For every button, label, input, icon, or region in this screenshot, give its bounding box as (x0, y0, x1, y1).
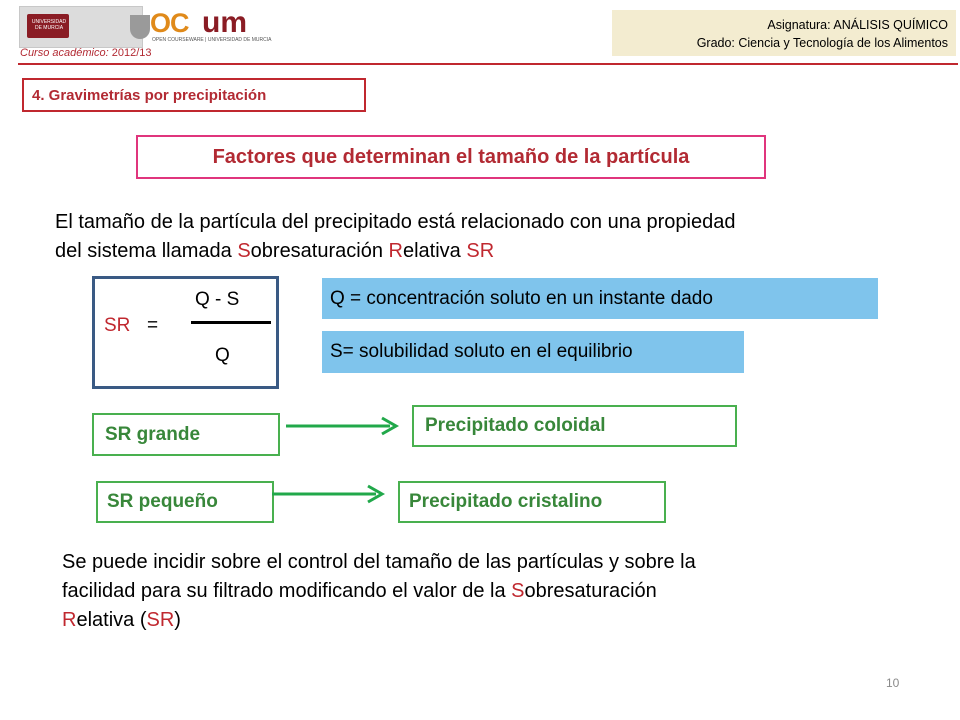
ocw-logo (150, 6, 272, 46)
intro-paragraph (55, 208, 735, 266)
degree-line: Grado: Ciencia y Tecnología de los Alimentos (696, 36, 948, 50)
subject-line: Asignatura: ANÁLISIS QUÍMICO (767, 18, 948, 32)
section-title: 4. Gravimetrías por precipitación (22, 78, 366, 112)
definition-q: Q = concentración soluto en un instante dado (322, 278, 878, 319)
university-crest (27, 14, 69, 38)
page-number: 10 (886, 676, 900, 690)
fraction-bar (191, 321, 271, 324)
formula-denominator: Q (215, 345, 230, 366)
header-divider (18, 63, 958, 65)
arrow-right-icon (284, 414, 406, 438)
course-label: Curso académico: (20, 47, 109, 59)
arrow-right-icon (270, 482, 392, 506)
slide-title: Factores que determinan el tamaño de la partícula (136, 135, 766, 179)
definition-s: S= solubilidad soluto en el equilibrio (322, 331, 744, 373)
course-year-value: 2012/13 (111, 47, 152, 59)
subject-info-box (612, 10, 956, 56)
intro-line-2: del sistema llamada Sobresaturación Relativa SR (55, 240, 495, 262)
course-year (20, 47, 151, 59)
shield-icon (130, 15, 150, 39)
formula-numerator: Q - S (195, 289, 240, 310)
intro-line-1: El tamaño de la partícula del precipitado está relacionado con una propiedad (55, 211, 736, 233)
university-logo (19, 6, 143, 48)
conclusion-paragraph (62, 548, 696, 635)
ocw-logo-subtext: OPEN COURSEWARE | UNIVERSIDAD DE MURCIA (152, 37, 272, 43)
precipitado-cristalino-box: Precipitado cristalino (398, 481, 666, 523)
conclusion-line-1: Se puede incidir sobre el control del tamaño de las partículas y sobre la (62, 551, 696, 573)
sr-grande-box: SR grande (92, 413, 280, 456)
formula-equals: = (147, 315, 159, 336)
formula-box (92, 276, 279, 389)
precipitado-coloidal-box: Precipitado coloidal (412, 405, 737, 447)
conclusion-line-3: Relativa (SR) (62, 609, 181, 631)
um-logo-letters: um (202, 6, 247, 39)
formula-lhs: SR (104, 315, 131, 336)
university-logo-text: UNIVERSIDAD DE MURCIA (31, 19, 67, 31)
ocw-logo-letters: OC (150, 8, 189, 38)
conclusion-line-2: facilidad para su filtrado modificando el valor de la Sobresaturación (62, 580, 657, 602)
sr-pequeno-box: SR pequeño (96, 481, 274, 523)
